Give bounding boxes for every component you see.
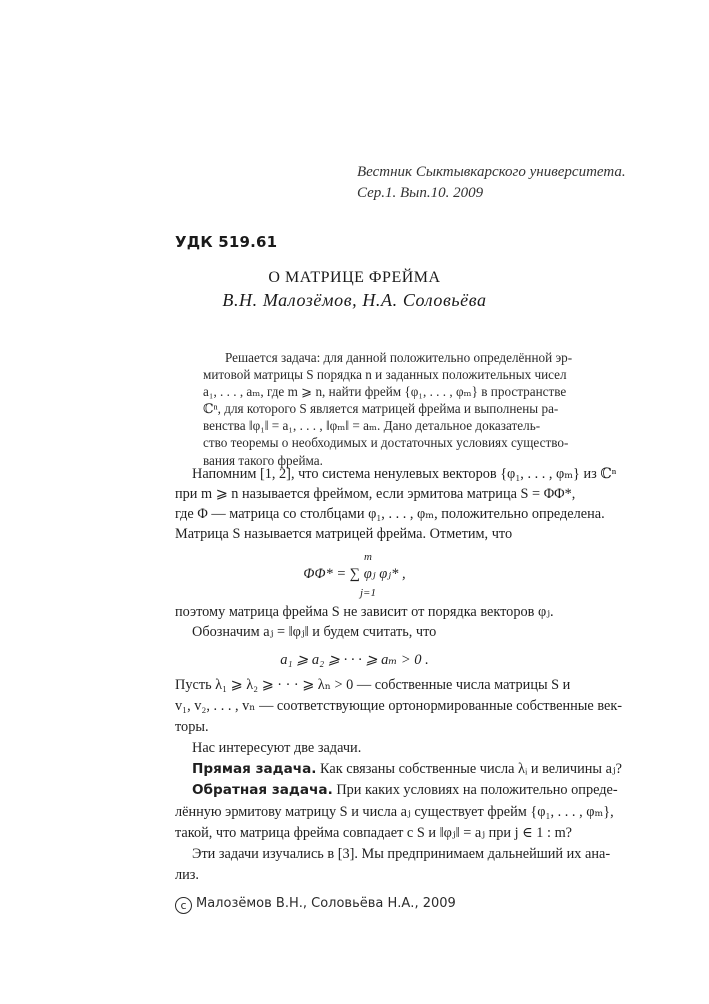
inverse-problem-text: При каких условиях на положительно опреде-: [332, 782, 618, 799]
copyright-footer: [175, 896, 456, 914]
abstract-line: вания такого фрейма.: [203, 452, 323, 468]
direct-problem-label: Прямая задача.: [192, 761, 317, 778]
body-line: Напомним [1, 2], что система ненулевых векторов {φ₁, . . . , φₘ} из ℂⁿ: [192, 466, 617, 482]
body-line: при m ⩾ n называется фреймом, если эрмитова матрица S = ΦΦ*,: [175, 486, 576, 502]
body-line: v₁, v₂, . . . , vₙ — соответствующие ортонормированные собственные век-: [175, 698, 623, 715]
body-line: Матрица S называется матрицей фрейма. Отметим, что: [175, 526, 513, 542]
body-line: такой, что матрица фрейма совпадает с S и ‖φⱼ‖ = aⱼ при j ∈ 1 : m?: [175, 824, 573, 841]
abstract-line: ℂⁿ, для которого S является матрицей фрейма и выполнены ра-: [203, 401, 559, 417]
abstract-line: митовой матрицы S порядка n и заданных положительных чисел: [203, 367, 567, 383]
formula-sum-upper-limit: m: [364, 551, 372, 563]
formula-sum-lower-limit: j=1: [360, 587, 376, 599]
body-paragraph-problems: [175, 675, 628, 886]
body-line: Обозначим aⱼ = ‖φⱼ‖ и будем считать, что: [192, 624, 437, 640]
inverse-problem: [175, 780, 628, 801]
abstract-line: венства ‖φ₁‖ = a₁, . . . , ‖φₘ‖ = aₘ. Дано детальное доказатель-: [203, 418, 541, 434]
udk-code: УДК 519.61: [175, 233, 278, 251]
formula-frame-matrix: ΦΦ* = ∑ φⱼ φⱼ* ,: [303, 566, 406, 582]
paper-authors: В.Н. Малозёмов, Н.А. Соловьёва: [222, 290, 487, 310]
paper-title: О МАТРИЦЕ ФРЕЙМА: [268, 269, 441, 286]
inverse-problem-label: Обратная задача.: [192, 782, 333, 799]
abstract: [203, 349, 597, 469]
body-line: торы.: [175, 719, 209, 736]
body-line: лённую эрмитову матрицу S и числа aⱼ существует фрейм {φ₁, . . . , φₘ},: [175, 803, 614, 820]
body-line: Нас интересуют две задачи.: [192, 740, 362, 757]
formula-ordering: a₁ ⩾ a₂ ⩾ · · · ⩾ aₘ > 0 .: [280, 652, 429, 668]
journal-issue: Сер.1. Вып.10. 2009: [357, 185, 484, 201]
copyright-icon: c: [175, 897, 192, 914]
abstract-line: a₁, . . . , aₘ, где m ⩾ n, найти фрейм {φ₁, . . . , φₘ} в пространстве: [203, 384, 567, 400]
direct-problem: [175, 759, 628, 780]
body-paragraph-mid: [175, 602, 628, 642]
body-line: Пусть λ₁ ⩾ λ₂ ⩾ · · · ⩾ λₙ > 0 — собственные числа матрицы S и: [175, 677, 571, 693]
body-paragraph-intro: [175, 464, 628, 544]
journal-header: [357, 162, 626, 204]
body-line: лиз.: [175, 866, 200, 883]
body-line: поэтому матрица фрейма S не зависит от порядка векторов φⱼ.: [175, 604, 554, 620]
body-line: где Φ — матрица со столбцами φ₁, . . . , φₘ, положительно определена.: [175, 506, 605, 522]
abstract-line: Решается задача: для данной положительно определённой эр-: [225, 350, 573, 365]
body-line: Эти задачи изучались в [3]. Мы предпринимаем дальнейший их ана-: [192, 845, 611, 862]
copyright-text: Малозёмов В.Н., Соловьёва Н.А., 2009: [196, 896, 456, 911]
abstract-line: ство теоремы о необходимых и достаточных условиях существо-: [203, 435, 569, 451]
direct-problem-text: Как связаны собственные числа λᵢ и величины aⱼ?: [316, 761, 623, 778]
journal-name: Вестник Сыктывкарского университета.: [357, 164, 626, 180]
